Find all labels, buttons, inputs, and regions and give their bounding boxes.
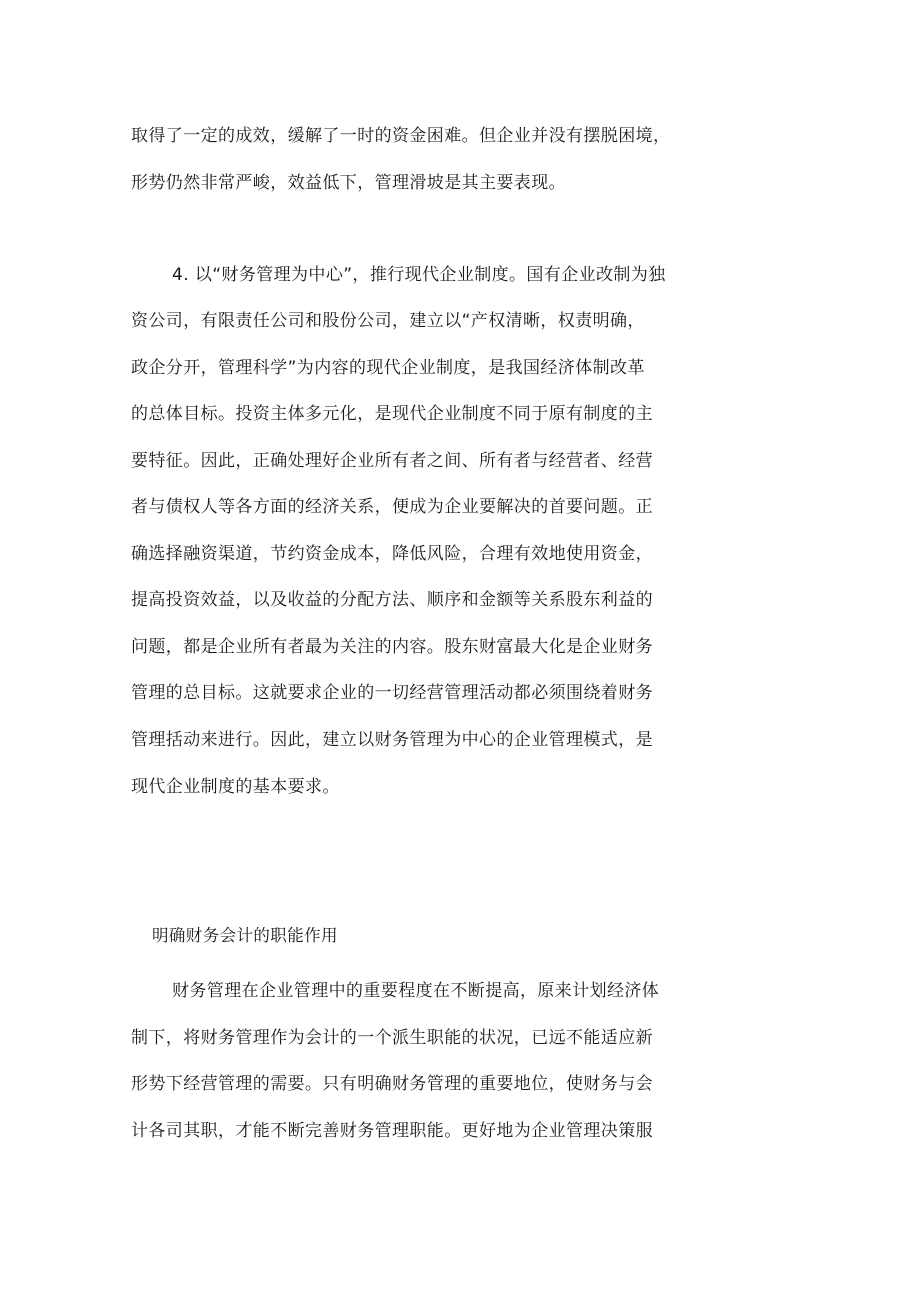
paragraph-line: 提高投资效益，以及收益的分配方法、顺序和金额等关系股东利益的	[131, 590, 653, 610]
paragraph-line: 财务管理在企业管理中的重要程度在不断提高，原来计划经济体	[172, 981, 660, 1001]
paragraph-line: 者与债权人等各方面的经济关系，便成为企业要解决的首要问题。正	[131, 497, 653, 517]
paragraph-line: 要特征。因此，正确处理好企业所有者之间、所有者与经营者、经营	[131, 451, 653, 471]
paragraph-line: 4. 以“财务管理为中心”，推行现代企业制度。国有企业改制为独	[172, 265, 666, 285]
paragraph-line: 计各司其职，才能不断完善财务管理职能。更好地为企业管理决策服	[131, 1121, 653, 1141]
paragraph-line: 确选择融资渠道，节约资金成本，降低风险，合理有效地使用资金，	[131, 544, 653, 564]
paragraph-line: 资公司，有限责任公司和股份公司，建立以“产权清晰，权责明确，	[131, 311, 645, 331]
paragraph-line: 现代企业制度的基本要求。	[131, 777, 340, 797]
paragraph-line: 取得了一定的成效，缓解了一时的资金困难。但企业并没有摆脱困境，	[131, 126, 671, 146]
section-heading: 明确财务会计的职能作用	[152, 926, 338, 945]
paragraph-line: 管理的总目标。这就要求企业的一切经营管理活动都必须围绕着财务	[131, 683, 653, 703]
paragraph-line: 形势仍然非常严峻，效益低下，管理滑坡是其主要表现。	[131, 173, 566, 193]
paragraph-line: 制下，将财务管理作为会计的一个派生职能的状况，已远不能适应新	[131, 1028, 653, 1048]
paragraph-line: 形势下经营管理的需要。只有明确财务管理的重要地位，使财务与会	[131, 1074, 653, 1094]
paragraph-line: 政企分开，管理科学”为内容的现代企业制度，是我国经济体制改革	[131, 358, 645, 378]
paragraph-line: 管理括动来进行。因此，建立以财务管理为中心的企业管理模式，是	[131, 730, 653, 750]
paragraph-line: 问题，都是企业所有者最为关注的内容。股东财富最大化是企业财务	[131, 637, 653, 657]
paragraph-line: 的总体目标。投资主体多元化，是现代企业制度不同于原有制度的主	[131, 404, 653, 424]
